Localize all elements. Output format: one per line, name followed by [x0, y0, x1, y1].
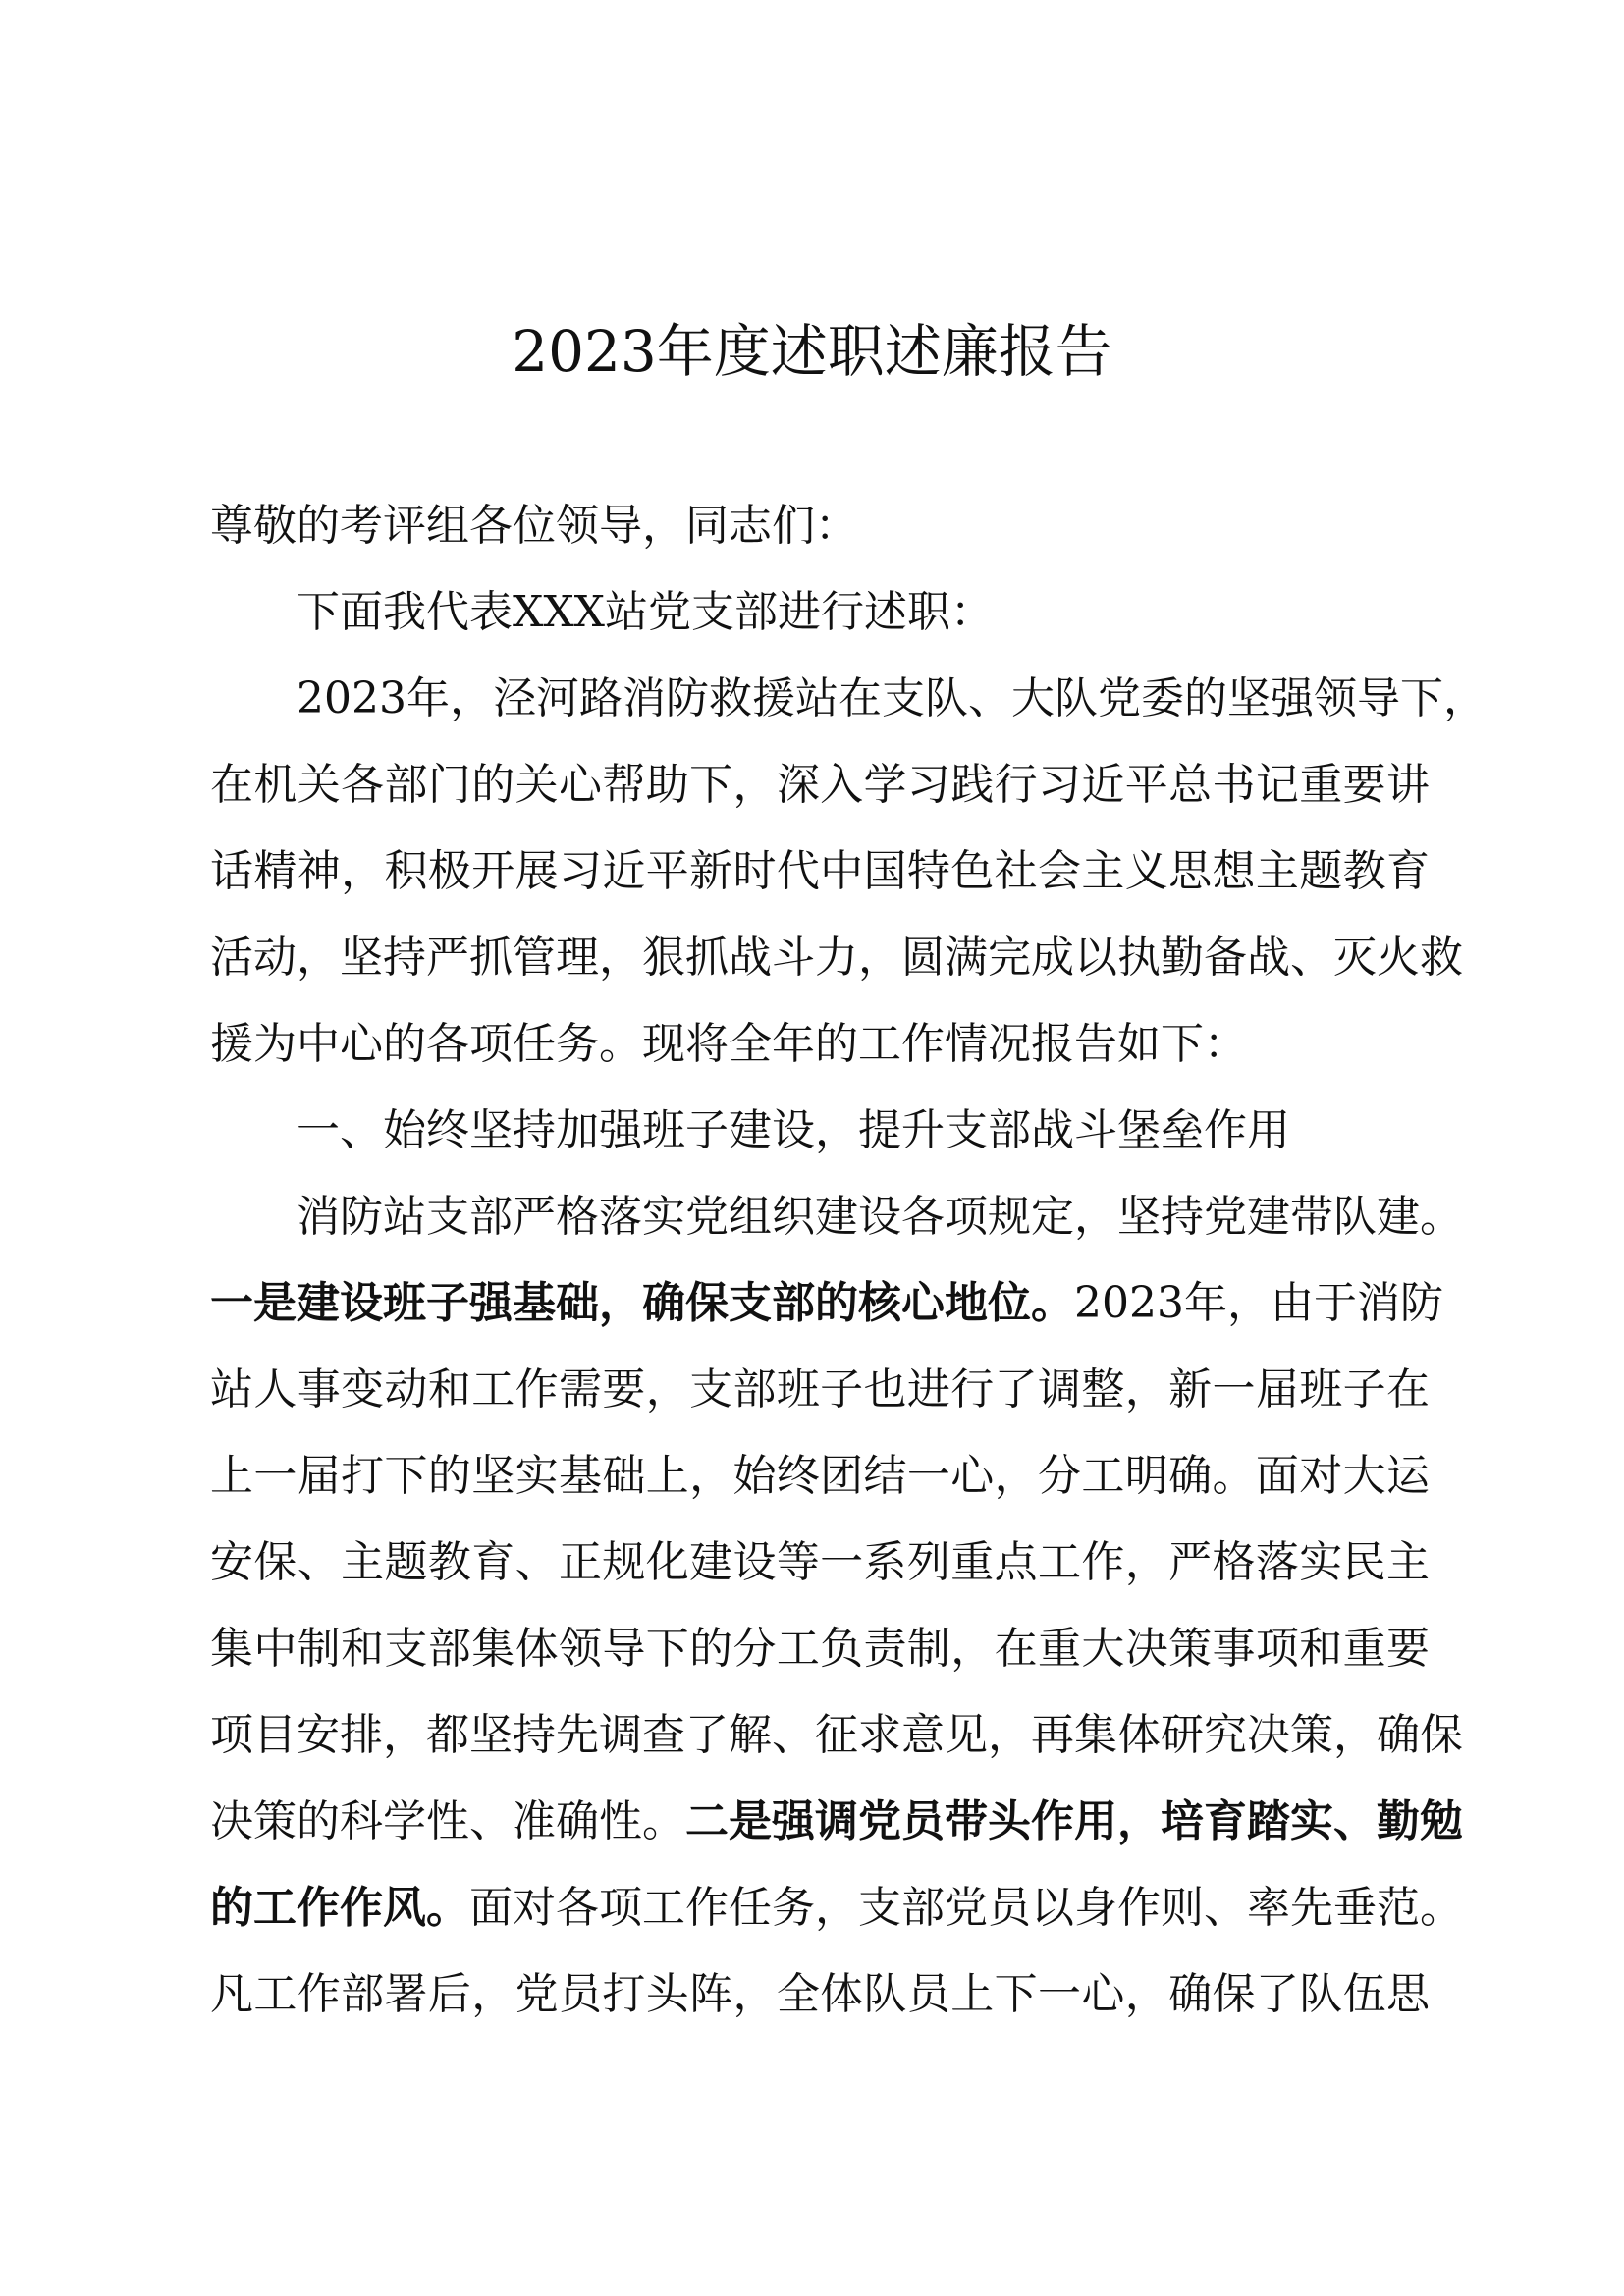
salutation: 尊敬的考评组各位领导，同志们：: [210, 501, 858, 551]
paragraph2-line8-bold: 二是强调党员带头作用，培育踏实、勤勉: [685, 1796, 1463, 1846]
paragraph2-line7: 项目安排，都坚持先调查了解、征求意见，再集体研究决策，确保: [210, 1710, 1463, 1760]
paragraph2-line9-rest: 面对各项工作任务，支部党员以身作则、率先垂范。: [469, 1883, 1463, 1933]
paragraph1-line4: 活动，坚持严抓管理，狠抓战斗力，圆满完成以执勤备战、灭火救: [210, 933, 1463, 983]
paragraph2-line6: 集中制和支部集体领导下的分工负责制，在重大决策事项和重要: [210, 1624, 1430, 1674]
paragraph2-line1: 消防站支部严格落实党组织建设各项规定，坚持党建带队建。: [297, 1192, 1463, 1242]
paragraph2-line3: 站人事变动和工作需要，支部班子也进行了调整，新一届班子在: [210, 1364, 1430, 1415]
paragraph1-line3: 话精神，积极开展习近平新时代中国特色社会主义思想主题教育: [210, 846, 1430, 896]
paragraph2-line10: 凡工作部署后，党员打头阵，全体队员上下一心，确保了队伍思: [210, 1969, 1430, 2019]
paragraph1-line5: 援为中心的各项任务。现将全年的工作情况报告如下：: [210, 1019, 1247, 1069]
document-body: [210, 483, 1487, 2038]
paragraph2-line2-rest: 2023年，由于消防: [1074, 1278, 1443, 1328]
paragraph2-line2-bold: 一是建设班子强基础，确保支部的核心地位。: [210, 1278, 1074, 1328]
document-title: 2023年度述职述廉报告: [512, 318, 1112, 385]
paragraph2-line9: [210, 1865, 1463, 1951]
paragraph1-line2: 在机关各部门的关心帮助下，深入学习践行习近平总书记重要讲: [210, 760, 1430, 810]
paragraph1-line1: 2023年，泾河路消防救援站在支队、大队党委的坚强领导下，: [297, 673, 1487, 723]
paragraph2-line9-bold: 的工作作风。: [210, 1883, 469, 1933]
section1-heading: 一、始终坚持加强班子建设，提升支部战斗堡垒作用: [297, 1105, 1290, 1155]
paragraph2-line5: 安保、主题教育、正规化建设等一系列重点工作，严格落实民主: [210, 1537, 1430, 1587]
paragraph2-line2: [210, 1260, 1443, 1347]
intro-line: 下面我代表XXX站党支部进行述职：: [297, 587, 994, 637]
paragraph2-line8-rest: 决策的科学性、准确性。: [210, 1796, 685, 1846]
paragraph2-line4: 上一届打下的坚实基础上，始终团结一心，分工明确。面对大运: [210, 1451, 1430, 1501]
paragraph2-line8: [210, 1779, 1463, 1865]
